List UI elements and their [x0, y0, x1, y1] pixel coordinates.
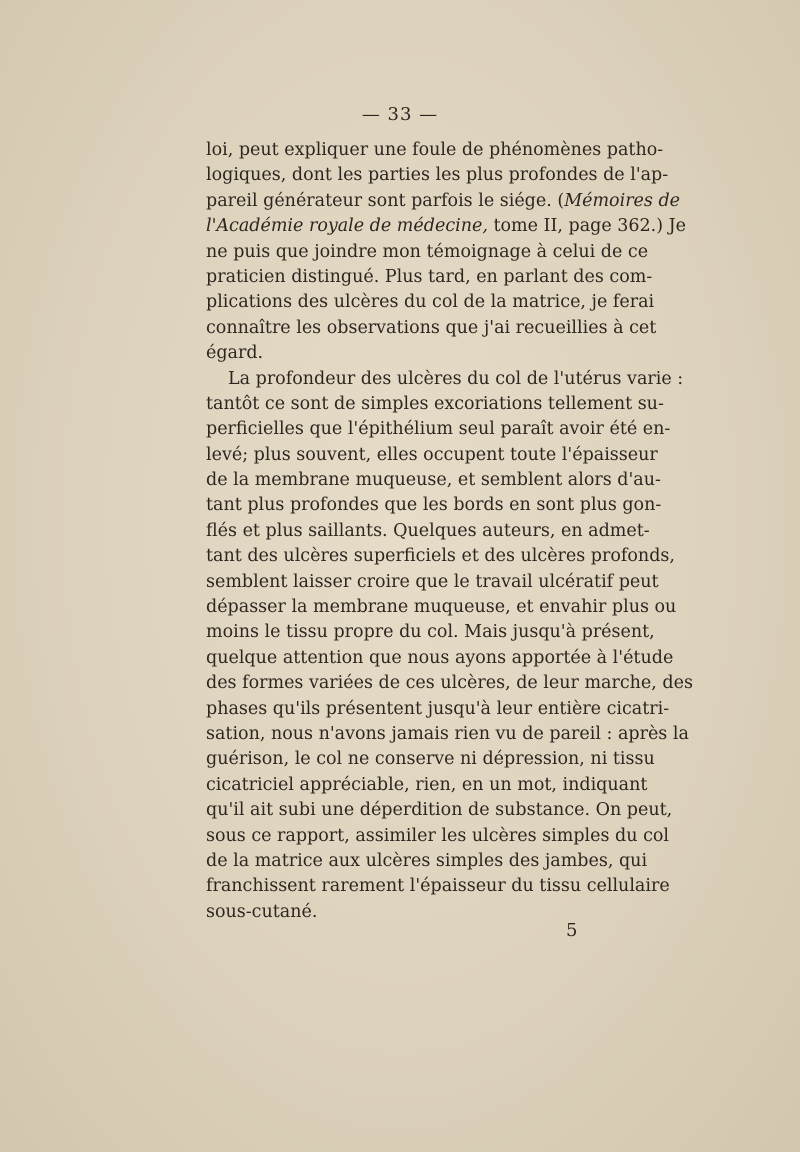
- text-segment: des formes variées de ces ulcères, de leur marche, des: [206, 673, 693, 694]
- text-segment: cicatriciel appréciable, rien, en un mot, indiquant: [206, 774, 648, 795]
- text-segment: phases qu'ils présentent jusqu'à leur entière cicatri-: [206, 698, 670, 719]
- text-segment: qu'il ait subi une déperdition de substance. On peut,: [206, 800, 673, 821]
- text-segment: semblent laisser croire que le travail ulcératif peut: [206, 571, 659, 592]
- text-line: [206, 240, 649, 265]
- text-segment: sous-cutané.: [206, 901, 318, 922]
- text-line: [206, 620, 655, 645]
- signature-mark: 5: [566, 920, 578, 941]
- text-line: [206, 722, 689, 747]
- text-line: [206, 214, 686, 239]
- text-line: [206, 265, 653, 290]
- text-line: [206, 316, 657, 341]
- body-text: [206, 138, 693, 925]
- text-segment: franchissent rarement l'épaisseur du tissu cellulaire: [206, 876, 670, 897]
- text-segment: tome II, page 362.) Je: [487, 216, 686, 237]
- text-line: [206, 290, 655, 315]
- text-segment: tantôt ce sont de simples excoriations tellement su-: [206, 393, 664, 414]
- text-line: [206, 392, 664, 417]
- text-segment: pareil générateur sont parfois le siége. (: [206, 190, 565, 211]
- text-line: [206, 443, 658, 468]
- text-segment: tant des ulcères superficiels et des ulcères profonds,: [206, 546, 675, 567]
- text-segment: ne puis que joindre mon témoignage à celui de ce: [206, 241, 649, 262]
- text-segment: quelque attention que nous ayons apportée à l'étude: [206, 647, 674, 668]
- page-number: — 33 —: [361, 104, 439, 125]
- text-line: [206, 874, 670, 899]
- text-line: [206, 367, 684, 392]
- text-line: [206, 417, 671, 442]
- text-line: [206, 544, 675, 569]
- text-segment: logiques, dont les parties les plus profondes de l'ap-: [206, 165, 669, 186]
- text-line: [206, 570, 659, 595]
- text-segment: praticien distingué. Plus tard, en parlant des com-: [206, 266, 653, 287]
- text-line: [206, 849, 648, 874]
- text-segment: La profondeur des ulcères du col de l'utérus varie :: [228, 368, 684, 389]
- text-line: [206, 519, 650, 544]
- text-line: [206, 189, 681, 214]
- text-line: [206, 493, 662, 518]
- text-line: [206, 138, 664, 163]
- text-segment: sous ce rapport, assimiler les ulcères simples du col: [206, 825, 670, 846]
- text-segment: connaître les observations que j'ai recueillies à cet: [206, 317, 657, 338]
- text-line: [206, 697, 670, 722]
- text-line: [206, 798, 673, 823]
- text-segment: perficielles que l'épithélium seul paraît avoir été en-: [206, 419, 671, 440]
- text-segment: plications des ulcères du col de la matrice, je ferai: [206, 292, 655, 313]
- text-line: [206, 163, 669, 188]
- text-segment: flés et plus saillants. Quelques auteurs, en admet-: [206, 520, 650, 541]
- text-segment: de la matrice aux ulcères simples des jambes, qui: [206, 850, 648, 871]
- italic-citation: Mémoires de: [564, 190, 681, 211]
- text-line: [206, 468, 661, 493]
- text-segment: sation, nous n'avons jamais rien vu de pareil : après la: [206, 723, 689, 744]
- text-segment: de la membrane muqueuse, et semblent alors d'au-: [206, 470, 661, 491]
- text-segment: moins le tissu propre du col. Mais jusqu'à présent,: [206, 622, 655, 643]
- text-segment: dépasser la membrane muqueuse, et envahir plus ou: [206, 597, 677, 618]
- text-line: [206, 341, 638, 366]
- text-segment: égard.: [206, 343, 264, 364]
- text-line: [206, 595, 677, 620]
- text-segment: guérison, le col ne conserve ni dépression, ni tissu: [206, 749, 655, 770]
- text-segment: loi, peut expliquer une foule de phénomènes patho-: [206, 140, 664, 160]
- text-segment: levé; plus souvent, elles occupent toute l'épaisseur: [206, 444, 658, 465]
- text-segment: tant plus profondes que les bords en sont plus gon-: [206, 495, 662, 516]
- text-line: [206, 747, 655, 772]
- text-line: [206, 671, 693, 696]
- text-line: [206, 824, 670, 849]
- text-line: [206, 773, 648, 798]
- italic-citation: l'Académie royale de médecine,: [206, 216, 488, 237]
- text-line: [206, 646, 674, 671]
